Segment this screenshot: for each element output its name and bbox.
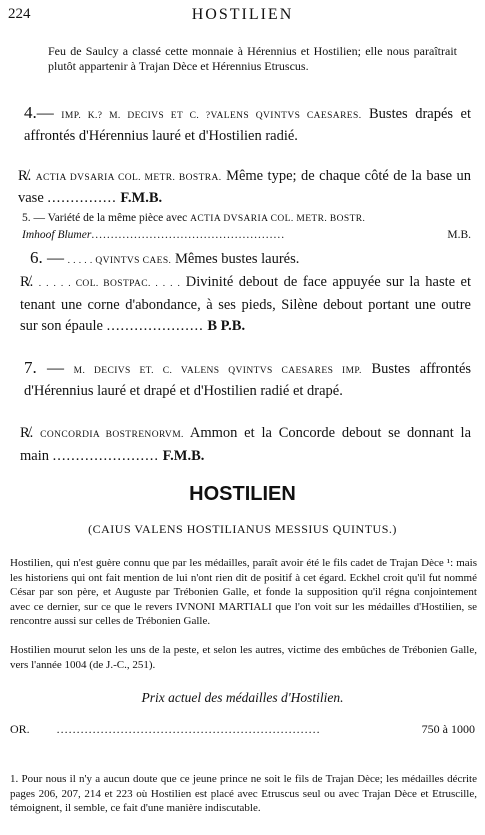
entry-6-reverse — [20, 272, 471, 337]
obverse-description: Bustes drapés et affrontés d'Hérennius lauré et d'Hostilien radié. — [24, 106, 472, 144]
reverse-legend: ACTIA DVSARIA COL. METR. BOSTRA. — [35, 173, 222, 183]
entry-7 — [24, 358, 471, 401]
reverse-description: Divinité debout de face appuyée sur la haste et tenant une corne d'abondance, à ses pieds, Silène debout portant une outre sur son épaule — [20, 274, 472, 334]
metal-label: OR. — [10, 722, 30, 736]
leader-dots: ............... — [47, 190, 117, 206]
reverse-legend: CONCORDIA BOSTRENORVM. — [40, 430, 184, 440]
section-title: HOSTILIEN — [189, 483, 296, 505]
entry-number: 5. — — [22, 212, 45, 224]
price-row-gold — [10, 722, 475, 737]
biography-paragraph-1: Hostilien, qui n'est guère connu que par les médailles, paraît avoir été le fils cadet de Trajan Dèce ¹: mais les historiens qui ont fait mention de lui n'ont rien dit de positif à cet égard. Eckhel croit qu'il fut nommé César par son père, et Auguste par Trébonien Galle, et fonde la supposition qu'il régna conjointement avec ce dernier, sur ce que le revers IVNONI MARTIALI que l'on voit sur les médailles d'Hostilien, se rencontre aussi sur celles de Trébonien Galle. — [10, 557, 477, 627]
leader-dots: .................................................. — [91, 229, 286, 241]
page-number: 224 — [8, 6, 31, 22]
rarity: B P.B. — [207, 318, 246, 334]
entry-5 — [22, 210, 471, 243]
price-value: 750 à 1000 — [421, 722, 475, 736]
intro-note: Feu de Saulcy a classé cette monnaie à Hérennius et Hostilien; elle nous paraîtrait plutôt appartenir à Trajan Dèce et Hérennius Etruscus. — [48, 44, 457, 73]
reverse-description: Ammon et la Concorde debout se donnant la main — [20, 425, 472, 464]
footnote: 1. Pour nous il n'y a aucun doute que ce jeune prince ne soit le fils de Trajan Dèce; les médailles décrite pages 206, 207, 214 et 223 où Hostilien est placé avec Etruscus seul ou avec Trajan Dèce et Etruscille, témoignent, il semble, ce fait d'une manière indiscutable. — [10, 773, 477, 814]
reverse-legend: . . . . . COL. BOSTPAC. . . . . — [38, 279, 181, 289]
reference: Imhoof Blumer — [22, 229, 92, 241]
reverse-mark: R̸. — [18, 168, 32, 184]
entry-4-reverse — [18, 166, 471, 208]
variant-legend: ACTIA DVSARIA COL. METR. BOSTR. — [190, 214, 366, 224]
leader-dots: .................................................................. — [56, 722, 321, 736]
entry-7-reverse — [20, 423, 471, 467]
reverse-description: Même type; de chaque côté de la base un vase — [18, 168, 472, 206]
entry-number: 4.— — [24, 103, 54, 122]
leader-dots: ..................... — [106, 318, 204, 334]
entry-4 — [24, 103, 471, 146]
price-heading: Prix actuel des médailles d'Hostilien. — [141, 690, 344, 705]
running-head: HOSTILIEN — [191, 6, 294, 23]
reverse-mark: R̸. — [20, 425, 34, 441]
rarity: M.B. — [443, 227, 471, 243]
entry-6 — [30, 248, 471, 271]
obverse-legend: M. DECIVS ET. C. VALENS QVINTVS CAESARES IMP. — [73, 366, 362, 376]
rarity: F.M.B. — [120, 190, 163, 206]
reverse-mark: R̸. — [20, 274, 34, 290]
section-subtitle: (CAIUS VALENS HOSTILIANUS MESSIUS QUINTUS.) — [88, 522, 397, 536]
obverse-description: Mêmes bustes laurés. — [174, 251, 300, 267]
leader-dots: ....................... — [52, 448, 159, 464]
entry-number: 7. — — [24, 358, 64, 377]
page-header — [8, 6, 477, 26]
obverse-legend: . . . . . QVINTVS CAES. — [67, 256, 172, 266]
obverse-description: Bustes affrontés d'Hérennius lauré et drapé et d'Hostilien radié et drapé. — [24, 361, 472, 399]
variant-text: Variété de la même pièce avec — [47, 212, 188, 224]
obverse-legend: IMP. K.? M. DECIVS ET C. ?VALENS QVINTVS CAESARES. — [61, 111, 362, 121]
entry-number: 6. — — [30, 248, 64, 267]
biography-paragraph-2: Hostilien mourut selon les uns de la peste, et selon les autres, victime des embûches de Trébonien Galle, vers l'année 1004 (de J.-C., 251). — [10, 644, 477, 671]
rarity: F.M.B. — [162, 448, 205, 464]
